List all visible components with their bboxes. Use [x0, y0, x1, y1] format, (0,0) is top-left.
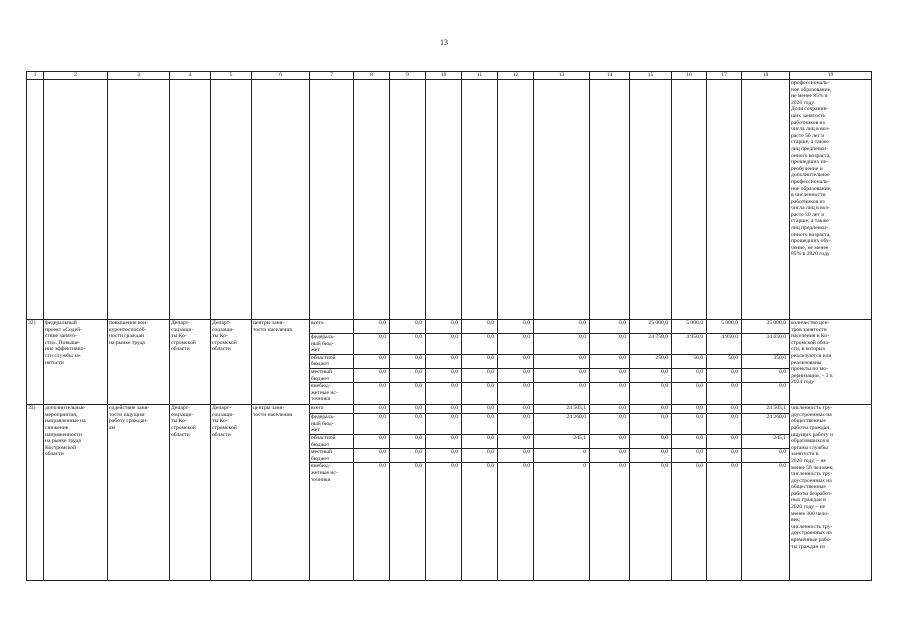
amount-cell: 34 650,0	[742, 334, 790, 355]
amount-cell: 0,0	[426, 334, 462, 355]
amount-cell: 0,0	[534, 320, 590, 334]
column-number: 13	[534, 72, 590, 80]
amount-cell: 0,0	[426, 449, 462, 463]
column-number: 4	[170, 72, 211, 80]
amount-cell: 0,0	[630, 434, 672, 448]
amount-cell: 0,0	[462, 463, 498, 581]
funding-source: местный бюджет	[310, 449, 354, 463]
amount-cell: 0,0	[498, 383, 534, 405]
amount-cell: 0,0	[498, 449, 534, 463]
amount-cell: 0,0	[390, 405, 426, 414]
amount-cell: 0,0	[462, 383, 498, 405]
amount-cell: 25 000,0	[630, 320, 672, 334]
column-number: 7	[310, 72, 354, 80]
funding-source: внебюд- жетные ис- точники	[310, 383, 354, 405]
amount-cell: 0,0	[534, 383, 590, 405]
funding-source: областной бюджет	[310, 434, 354, 448]
amount-cell: 0,0	[672, 434, 707, 448]
column-number: 16	[672, 72, 707, 80]
amount-cell: 50,0	[707, 354, 742, 368]
column-number-row	[27, 72, 872, 80]
amount-cell: 0,0	[462, 405, 498, 414]
amount-cell: 0,0	[590, 414, 630, 435]
amount-cell: 24 260,0	[742, 414, 790, 435]
expected-result: численность тру- доустроенных на общественные работы граждан, ищущих работу и обратившихся в органы службы занятости в 2020 году, – не менее 56 человек; численность тру- доустроенных на общественные работы безработ- ных граждан в 2020 году – не менее 300 чело- век; численность тру- доустроенных на временные рабо- ты граждан из	[790, 405, 872, 581]
funding-source: федераль- ный бюд- жет	[310, 414, 354, 435]
amount-cell: 0,0	[590, 405, 630, 414]
funding-source: федераль- ный бюд- жет	[310, 334, 354, 355]
amount-cell: 0,0	[672, 383, 707, 405]
amount-cell: 0,0	[354, 320, 390, 334]
amount-cell: 5 000,0	[672, 320, 707, 334]
amount-cell: 245,1	[534, 434, 590, 448]
measure-goal: содействие заня- тости ищущим работу граждан- ам	[108, 405, 170, 581]
row-number: 33)	[27, 405, 44, 581]
amount-cell: 0,0	[498, 434, 534, 448]
column-number: 19	[790, 72, 872, 80]
amount-cell: 0,0	[707, 368, 742, 382]
table-row	[27, 405, 872, 414]
amount-cell: 0,0	[354, 354, 390, 368]
funding-source: местный бюджет	[310, 368, 354, 382]
amount-cell: 0,0	[390, 463, 426, 581]
responsible-executor: Департ- соцзащи- ты Ко- стромской области	[170, 405, 211, 581]
amount-cell: 0,0	[462, 320, 498, 334]
continuation-row	[27, 80, 872, 320]
amount-cell: 0,0	[354, 405, 390, 414]
amount-cell: 0,0	[707, 405, 742, 414]
amount-cell: 0,0	[426, 434, 462, 448]
amount-cell: 0,0	[462, 414, 498, 435]
column-number: 5	[211, 72, 252, 80]
amount-cell: 0,0	[462, 368, 498, 382]
amount-cell: 0,0	[354, 449, 390, 463]
measure-goal: повышение кон- курентоспособ- ности граждан на рынке труда	[108, 320, 170, 405]
column-number: 15	[630, 72, 672, 80]
amount-cell: 0,0	[590, 383, 630, 405]
amount-cell: 0,0	[742, 368, 790, 382]
column-number: 14	[590, 72, 630, 80]
expected-result: количество цен- тров занятости населения в Ко- стромской обла- сти, в которых реализуются или реализованы проекты по мо- дернизации, – 3 к 2024 году	[790, 320, 872, 405]
amount-cell: 0,0	[590, 354, 630, 368]
amount-cell: 0,0	[534, 354, 590, 368]
amount-cell: 0,0	[742, 449, 790, 463]
amount-cell: 4 950,0	[707, 334, 742, 355]
amount-cell: 0	[534, 449, 590, 463]
amount-cell: 0,0	[672, 405, 707, 414]
amount-cell: 24 505,1	[742, 405, 790, 414]
amount-cell: 50,0	[672, 354, 707, 368]
amount-cell: 0,0	[707, 383, 742, 405]
column-number: 8	[354, 72, 390, 80]
amount-cell: 0,0	[390, 368, 426, 382]
amount-cell: 0,0	[590, 434, 630, 448]
funding-source: всего	[310, 405, 354, 414]
amount-cell: 0,0	[354, 463, 390, 581]
amount-cell: 0,0	[672, 414, 707, 435]
participants: центры заня- тости населения	[252, 405, 310, 581]
amount-cell: 0,0	[426, 368, 462, 382]
amount-cell: 0,0	[462, 334, 498, 355]
amount-cell: 35 000,0	[742, 320, 790, 334]
amount-cell: 0,0	[630, 449, 672, 463]
column-number: 12	[498, 72, 534, 80]
amount-cell: 0,0	[426, 320, 462, 334]
amount-cell: 0,0	[354, 334, 390, 355]
amount-cell: 0,0	[630, 383, 672, 405]
amount-cell: 0,0	[390, 414, 426, 435]
funding-source: всего	[310, 320, 354, 334]
amount-cell: 4 950,0	[672, 334, 707, 355]
column-number: 17	[707, 72, 742, 80]
amount-cell: 0,0	[707, 434, 742, 448]
row-number: 32)	[27, 320, 44, 405]
amount-cell: 0,0	[462, 434, 498, 448]
co-executor: Департ- соцзащи- ты Ко- стромской области	[211, 320, 252, 405]
co-executor: Департ- соцзащи- ты Ко- стромской области	[211, 405, 252, 581]
amount-cell: 0,0	[354, 434, 390, 448]
amount-cell: 5 000,0	[707, 320, 742, 334]
amount-cell: 0,0	[590, 368, 630, 382]
page-number: 13	[440, 38, 448, 47]
amount-cell: 0,0	[354, 383, 390, 405]
table-row	[27, 320, 872, 334]
amount-cell: 0,0	[498, 463, 534, 581]
amount-cell: 24 260,0	[534, 414, 590, 435]
amount-cell: 0,0	[390, 354, 426, 368]
amount-cell: 0,0	[534, 334, 590, 355]
amount-cell: 24 505,1	[534, 405, 590, 414]
amount-cell: 0,0	[498, 334, 534, 355]
amount-cell: 0,0	[498, 320, 534, 334]
amount-cell: 0,0	[498, 368, 534, 382]
amount-cell: 0,0	[498, 405, 534, 414]
column-number: 9	[390, 72, 426, 80]
column-number: 1	[27, 72, 44, 80]
program-table	[26, 71, 872, 581]
measure-name: дополнительные мероприятия, направленные на снижение напряженности на рынке труда Костромской области	[44, 405, 108, 581]
column-number: 11	[462, 72, 498, 80]
amount-cell: 0,0	[630, 463, 672, 581]
amount-cell: 0,0	[672, 463, 707, 581]
amount-cell: 0,0	[590, 320, 630, 334]
amount-cell: 0,0	[707, 463, 742, 581]
amount-cell: 0,0	[630, 368, 672, 382]
amount-cell: 0,0	[426, 405, 462, 414]
amount-cell: 0,0	[630, 414, 672, 435]
amount-cell: 0,0	[742, 383, 790, 405]
amount-cell: 0,0	[742, 463, 790, 581]
amount-cell: 0,0	[707, 449, 742, 463]
amount-cell: 0,0	[630, 405, 672, 414]
amount-cell: 24 750,0	[630, 334, 672, 355]
amount-cell: 350,0	[742, 354, 790, 368]
participants: центры заня- тости населения	[252, 320, 310, 405]
column-number: 18	[742, 72, 790, 80]
amount-cell: 0	[534, 463, 590, 581]
amount-cell: 250,0	[630, 354, 672, 368]
continued-result-text: профессиональ- ное образование, не менее 85% в 2020 году. Доля сохранив- ших занятость работников из числа лиц в воз- расте 50 лет и старше, а также лиц предпенси- онного возраста, прошедших пе- реобучение и дополнительное профессиональ- ное образование, в численности работников из числа лиц в воз- расте 50 лет и старше, а также лиц предпенси- онного возраста, прошедших обу- чение, не менее 85% в 2020 году	[790, 80, 872, 320]
column-number: 6	[252, 72, 310, 80]
column-number: 3	[108, 72, 170, 80]
amount-cell: 0,0	[354, 368, 390, 382]
amount-cell: 0,0	[390, 320, 426, 334]
amount-cell: 0,0	[390, 434, 426, 448]
amount-cell: 0,0	[426, 354, 462, 368]
amount-cell: 0,0	[590, 334, 630, 355]
amount-cell: 0,0	[426, 414, 462, 435]
amount-cell: 0,0	[354, 414, 390, 435]
amount-cell: 0,0	[590, 449, 630, 463]
responsible-executor: Департ- соцзащи- ты Ко- стромской области	[170, 320, 211, 405]
amount-cell: 0,0	[590, 463, 630, 581]
funding-source: областной бюджет	[310, 354, 354, 368]
amount-cell: 0,0	[534, 368, 590, 382]
measure-name: федеральный проект «Содей- ствие занято- сти». Повыше- ние эффективно- сти службы за- нятости	[44, 320, 108, 405]
amount-cell: 0,0	[462, 354, 498, 368]
column-number: 10	[426, 72, 462, 80]
amount-cell: 0,0	[390, 449, 426, 463]
amount-cell: 0,0	[498, 354, 534, 368]
amount-cell: 0,0	[390, 334, 426, 355]
amount-cell: 0,0	[390, 383, 426, 405]
amount-cell: 0,0	[707, 414, 742, 435]
amount-cell: 0,0	[426, 463, 462, 581]
amount-cell: 0,0	[498, 414, 534, 435]
column-number: 2	[44, 72, 108, 80]
amount-cell: 0,0	[672, 449, 707, 463]
amount-cell: 0,0	[462, 449, 498, 463]
amount-cell: 0,0	[426, 383, 462, 405]
amount-cell: 0,0	[672, 368, 707, 382]
funding-source: внебюд- жетные ис- точники	[310, 463, 354, 581]
amount-cell: 245,1	[742, 434, 790, 448]
